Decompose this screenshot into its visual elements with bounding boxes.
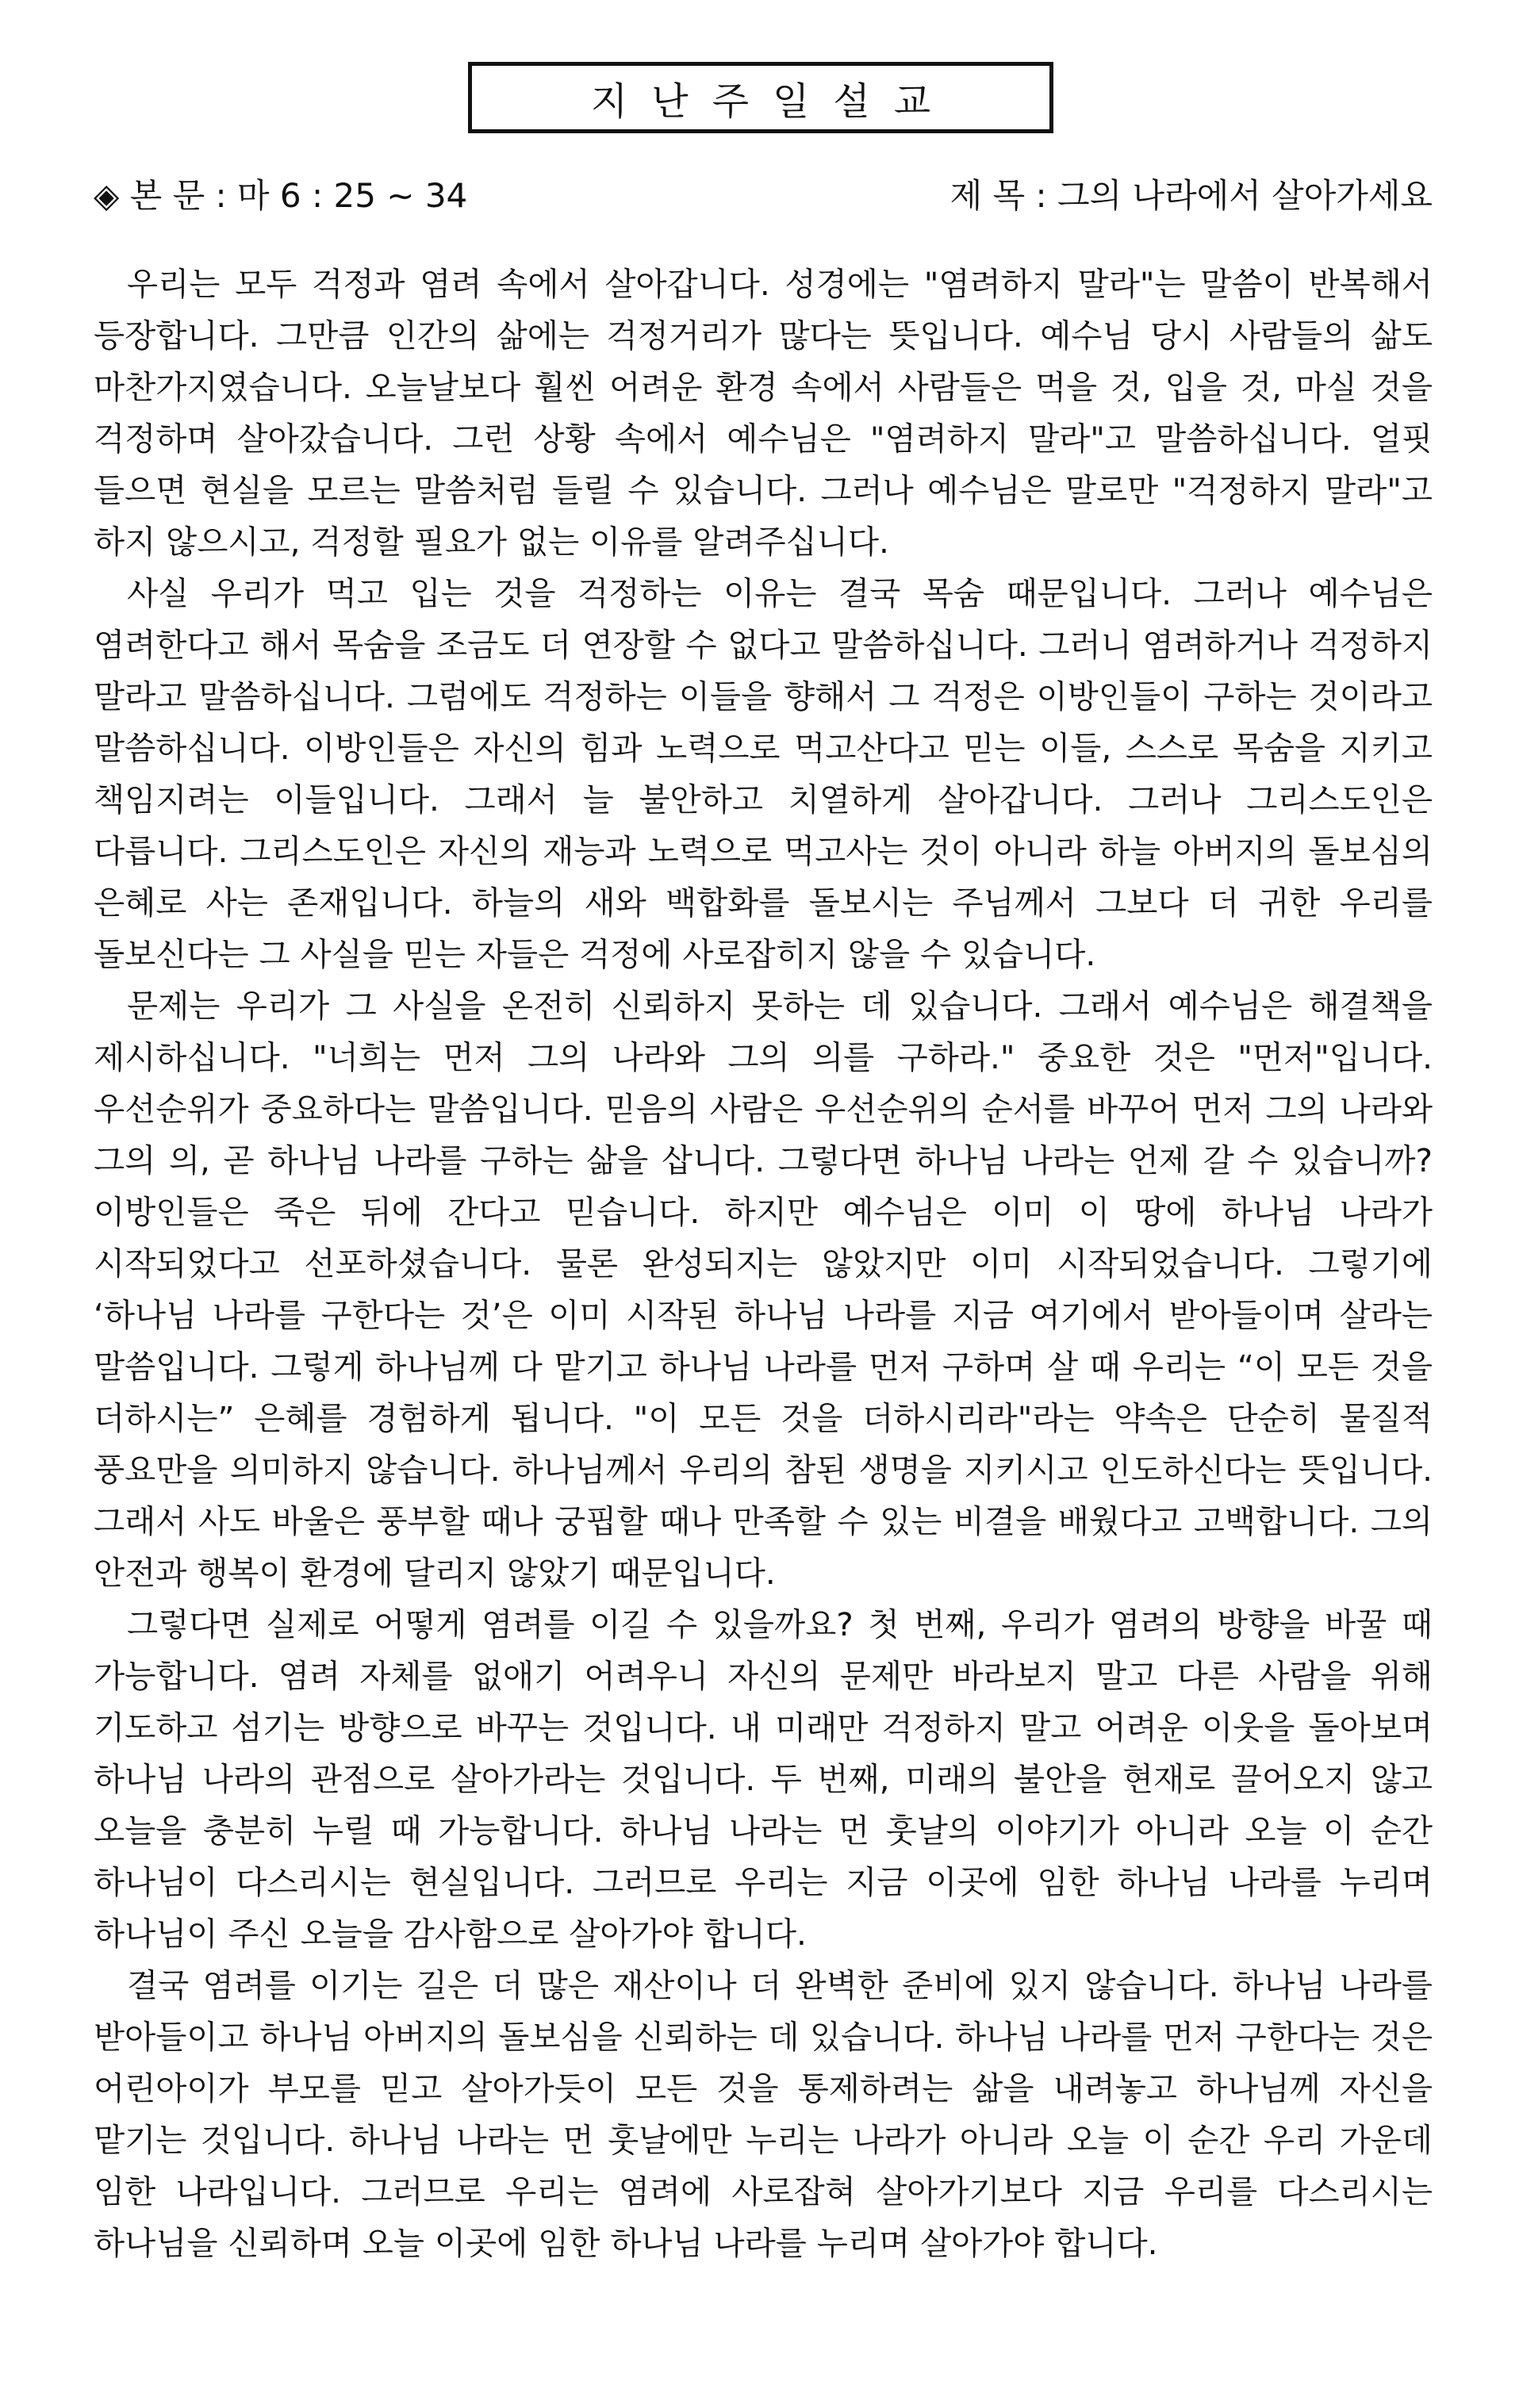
scripture-text: ◈ 본 문 : 마 6 : 25 ~ 34 [94, 176, 468, 215]
paragraph-4: 그렇다면 실제로 어떻게 염려를 이길 수 있을까요? 첫 번째, 우리가 염려의 방향을 바꿀 때 가능합니다. 염려 자체를 없애기 어려우니 자신의 문제만 바라보지 말고 다른 사람을 위해 기도하고 섬기는 방향으로 바꾸는 것입니다. 내 미래만 걱정하지 말고 어려운 이웃을 돌아보며 하나님 나라의 관점으로 살아가라는 것입니다. 두 번째, 미래의 불안을 현재로 끌어오지 않고 오늘을 충분히 누릴 때 가능합니다. 하나님 나라는 먼 훗날의 이야기가 아니라 오늘 이 순간 하나님이 다스리시는 현실입니다. 그러므로 우리는 지금 이곳에 임한 하나님 나라를 누리며 하나님이 주신 오늘을 감사함으로 살아가야 합니다. [94, 1605, 1433, 1953]
sermon-body [94, 259, 1433, 2269]
sermon-title [950, 170, 1433, 217]
sermon-meta-row [94, 170, 1433, 217]
sermon-title-text: 제 목 : 그의 나라에서 살아가세요 [949, 176, 1433, 215]
scripture-reference [94, 170, 467, 217]
page-title-box [468, 62, 1053, 133]
page-title: 지난주일설교 [590, 79, 955, 124]
paragraph-1: 우리는 모두 걱정과 염려 속에서 살아갑니다. 성경에는 "염려하지 말라"는 말씀이 반복해서 등장합니다. 그만큼 인간의 삶에는 걱정거리가 많다는 뜻입니다. 예수님 당시 사람들의 삶도 마찬가지였습니다. 오늘날보다 훨씬 어려운 환경 속에서 사람들은 먹을 것, 입을 것, 마실 것을 걱정하며 살아갔습니다. 그런 상황 속에서 예수님은 "염려하지 말라"고 말씀하십니다. 얼핏 들으면 현실을 모르는 말씀처럼 들릴 수 있습니다. 그러나 예수님은 말로만 "걱정하지 말라"고 하지 않으시고, 걱정할 필요가 없는 이유를 알려주십니다. [94, 265, 1433, 561]
paragraph-3: 문제는 우리가 그 사실을 온전히 신뢰하지 못하는 데 있습니다. 그래서 예수님은 해결책을 제시하십니다. "너희는 먼저 그의 나라와 그의 의를 구하라." 중요한 것은 "먼저"입니다. 우선순위가 중요하다는 말씀입니다. 믿음의 사람은 우선순위의 순서를 바꾸어 먼저 그의 나라와 그의 의, 곧 하나님 나라를 구하는 삶을 삽니다. 그렇다면 하나님 나라는 언제 갈 수 있습니까? 이방인들은 죽은 뒤에 간다고 믿습니다. 하지만 예수님은 이미 이 땅에 하나님 나라가 시작되었다고 선포하셨습니다. 물론 완성되지는 않았지만 이미 시작되었습니다. 그렇기에 ‘하나님 나라를 구한다는 것’은 이미 시작된 하나님 나라를 지금 여기에서 받아들이며 살라는 말씀입니다. 그렇게 하나님께 다 맡기고 하나님 나라를 먼저 구하며 살 때 우리는 “이 모든 것을 더하시는” 은혜를 경험하게 됩니다. "이 모든 것을 더하시리라"라는 약속은 단순히 물질적 풍요만을 의미하지 않습니다. 하나님께서 우리의 참된 생명을 지키시고 인도하신다는 뜻입니다. 그래서 사도 바울은 풍부할 때나 궁핍할 때나 만족할 수 있는 비결을 배웠다고 고백합니다. 그의 안전과 행복이 환경에 달리지 않았기 때문입니다. [94, 987, 1433, 1592]
paragraph-5: 결국 염려를 이기는 길은 더 많은 재산이나 더 완벽한 준비에 있지 않습니다. 하나님 나라를 받아들이고 하나님 아버지의 돌보심을 신뢰하는 데 있습니다. 하나님 나라를 먼저 구한다는 것은 어린아이가 부모를 믿고 살아가듯이 모든 것을 통제하려는 삶을 내려놓고 하나님께 자신을 맡기는 것입니다. 하나님 나라는 먼 훗날에만 누리는 나라가 아니라 오늘 이 순간 우리 가운데 임한 나라입니다. 그러므로 우리는 염려에 사로잡혀 살아가기보다 지금 우리를 다스리시는 하나님을 신뢰하며 오늘 이곳에 임한 하나님 나라를 누리며 살아가야 합니다. [94, 1966, 1433, 2262]
paragraph-2: 사실 우리가 먹고 입는 것을 걱정하는 이유는 결국 목숨 때문입니다. 그러나 예수님은 염려한다고 해서 목숨을 조금도 더 연장할 수 없다고 말씀하십니다. 그러니 염려하거나 걱정하지 말라고 말씀하십니다. 그럼에도 걱정하는 이들을 향해서 그 걱정은 이방인들이 구하는 것이라고 말씀하십니다. 이방인들은 자신의 힘과 노력으로 먹고산다고 믿는 이들, 스스로 목숨을 지키고 책임지려는 이들입니다. 그래서 늘 불안하고 치열하게 살아갑니다. 그러나 그리스도인은 다릅니다. 그리스도인은 자신의 재능과 노력으로 먹고사는 것이 아니라 하늘 아버지의 돌보심의 은혜로 사는 존재입니다. 하늘의 새와 백합화를 돌보시는 주님께서 그보다 더 귀한 우리를 돌보신다는 그 사실을 믿는 자들은 걱정에 사로잡히지 않을 수 있습니다. [94, 574, 1433, 973]
